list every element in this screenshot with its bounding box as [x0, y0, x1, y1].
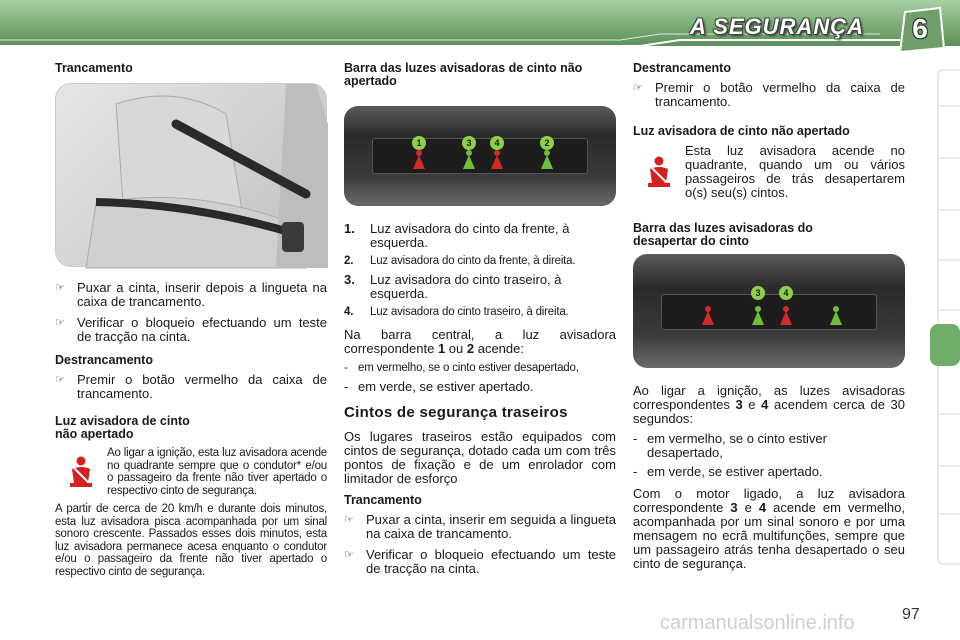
- heading-locking-rear: Trancamento: [344, 492, 422, 507]
- lamp-2: [540, 136, 554, 169]
- warning-lamp-block-rear: Esta luz avisadora acende no quadrante, quando um ou vários passageiros de trás desapertarem o(s) seu(s) cintos.: [633, 144, 905, 200]
- column-middle: [344, 62, 616, 583]
- paragraph-central-bar: Na barra central, a luz avisadora correspondente 1 ou 2 acende:: [344, 327, 616, 356]
- heading-warning-a: Luz avisadora de cinto: [55, 414, 190, 428]
- bullet-press-red-button: ☞ Premir o botão vermelho da caixa de trancamento.: [55, 372, 327, 401]
- heading-locking: Trancamento: [55, 61, 133, 75]
- heading-warning-b: não apertado: [55, 427, 134, 441]
- seatbelt-photo: [55, 83, 327, 267]
- list-item: - em verde, se estiver apertado.: [344, 378, 534, 394]
- paragraph-rear-seats: Os lugares traseiros estão equipados com cintos de segurança, dotado cada um com três pontos de fixação e de um enrolador com limitador de esforço: [344, 428, 616, 486]
- warning-paragraph: A partir de cerca de 20 km/h e durante dois minutos, esta luz avisadora pisca acompanhada por um sinal sonoro crescente. Passados esses dois minutos, esta luz avisadora permanece acesa enquanto o condutor e/ou o passageiro da frente não tiver apertado o respectivo cinto de segurança.: [55, 503, 327, 578]
- bullet-pull-belt: ☞ Puxar a cinta, inserir depois a lingueta na caixa de trancamento.: [55, 280, 327, 309]
- paragraph-ignition: Ao ligar a ignição, as luzes avisadoras correspondentes 3 e 4 acendem cerca de 30 segundos:: [633, 383, 905, 426]
- pointing-hand-icon: ☞: [344, 548, 354, 561]
- pointing-hand-icon: ☞: [55, 317, 65, 329]
- lamp-4-label: 4: [494, 138, 500, 148]
- chapter-number: 6: [912, 13, 928, 44]
- list-item: 1. Luz avisadora do cinto da frente, à esquerda.: [344, 221, 570, 250]
- heading-unlocking-rear: Destrancamento: [633, 61, 731, 75]
- chapter-title: A SEGURANÇA: [690, 14, 864, 39]
- bullet-pull-belt-rear: ☞ Puxar a cinta, inserir em seguida a lingueta na caixa de trancamento.: [344, 511, 616, 541]
- active-chapter-tab[interactable]: [930, 324, 960, 366]
- list-item: 4. Luz avisadora do cinto traseiro, à direita.: [344, 305, 569, 318]
- column-left: [55, 62, 327, 584]
- seatbelt-warning-icon: [644, 155, 674, 189]
- list-item: - em vermelho, se o cinto estiver desapertado,: [633, 431, 827, 460]
- section-title-rear-belts: Cintos de segurança traseiros: [344, 403, 568, 421]
- bullet-press-red-button-rear: ☞ Premir o botão vermelho da caixa de trancamento.: [633, 80, 905, 109]
- paragraph-engine-running: Com o motor ligado, a luz avisadora correspondente 3 e 4 acende em vermelho, acompanhada por um sinal sonoro e por uma mensagem no ecrã multifunções, sempre que um passageiro atrás tenha desapertado o seu cinto de segurança.: [633, 486, 906, 571]
- lamp-3-label: 3: [466, 138, 472, 148]
- heading-warning-bar: Barra das luzes avisadoras de cinto não apertado: [344, 61, 583, 88]
- bullet-verify-lock: ☞ Verificar o bloqueio efectuando um teste de tracção na cinta.: [55, 315, 327, 344]
- lamp-2-label: 2: [544, 138, 550, 148]
- lamp-4: [490, 136, 504, 169]
- page-number: 97: [902, 606, 920, 623]
- seatbelt-warning-icon: [66, 455, 96, 489]
- column-right: [633, 62, 905, 577]
- bullet-verify-lock-rear: ☞ Verificar o bloqueio efectuando um teste de tracção na cinta.: [344, 546, 616, 576]
- rear-warning-panel-photo: [633, 254, 905, 368]
- pointing-hand-icon: ☞: [344, 513, 354, 526]
- watermark: carmanualsonline.info: [660, 612, 855, 634]
- lamp-4: [779, 286, 793, 325]
- list-item: - em vermelho, se o cinto estiver desapertado,: [344, 362, 579, 374]
- lamp-3: [462, 136, 476, 169]
- front-warning-panel-photo: [344, 106, 616, 206]
- heading-unlocking: Destrancamento: [55, 353, 153, 367]
- pointing-hand-icon: ☞: [633, 82, 643, 94]
- heading-unbuckle-bar-b: desapertar do cinto: [633, 234, 749, 248]
- warning-lamp-block: Ao ligar a ignição, esta luz avisadora acende no quadrante sempre que o condutor* e/ou o passageiro da frente não tiver apertado o respectivo cinto de segurança.: [55, 447, 327, 497]
- lamp-1-label: 1: [416, 138, 422, 148]
- list-item: 2. Luz avisadora do cinto da frente, à direita.: [344, 255, 576, 267]
- lamp-3-label: 3: [755, 288, 761, 298]
- page-header: [0, 0, 960, 50]
- lamp-3: [751, 286, 765, 325]
- list-item: 3. Luz avisadora do cinto traseiro, à esquerda.: [344, 271, 562, 301]
- lamp-4-label: 4: [783, 288, 789, 298]
- lamp-1: [412, 136, 426, 169]
- list-item: - em verde, se estiver apertado.: [633, 464, 823, 479]
- heading-unbuckle-bar-a: Barra das luzes avisadoras do: [633, 221, 813, 235]
- chapter-tabs: [930, 62, 960, 572]
- heading-warning-rear: Luz avisadora de cinto não apertado: [633, 124, 850, 138]
- pointing-hand-icon: ☞: [55, 374, 65, 386]
- pointing-hand-icon: ☞: [55, 282, 65, 294]
